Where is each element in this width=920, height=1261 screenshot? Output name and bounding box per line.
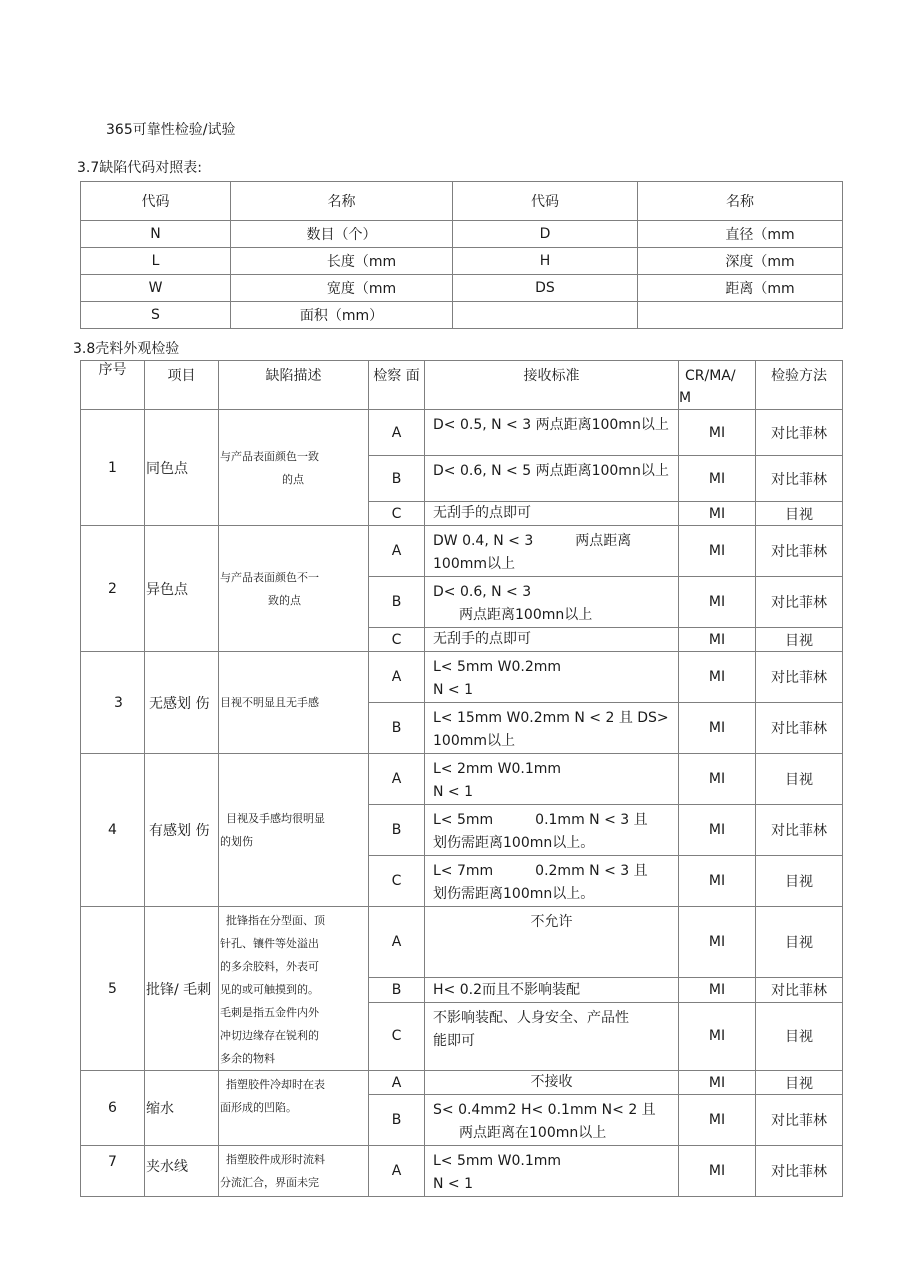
defect-level-cell: MI <box>679 754 756 805</box>
inspect-method-cell: 对比菲林 <box>756 805 843 856</box>
seq-no-cell: 6 <box>81 1071 145 1146</box>
inspect-method-cell: 对比菲林 <box>756 410 843 456</box>
name-cell: 长度（mm <box>231 248 453 275</box>
inspection-body <box>81 410 843 1197</box>
defect-desc-line: 指塑胶件成形时流料 <box>226 1153 325 1166</box>
defect-level-cell: MI <box>679 978 756 1003</box>
defect-desc-cell <box>219 1071 369 1146</box>
accept-standard-cell <box>425 410 679 456</box>
defect-desc-line: 的多余胶料，外表可 <box>220 960 319 973</box>
defect-desc-line: 针孔、镶件等处溢出 <box>220 937 319 950</box>
table-row <box>81 526 843 577</box>
defect-desc-cell <box>219 754 369 907</box>
table-row <box>81 754 843 805</box>
inspect-method-cell: 对比菲林 <box>756 978 843 1003</box>
accept-standard-line: L< 5mm W0.2mm <box>433 659 561 675</box>
seq-no-cell: 5 <box>81 907 145 1071</box>
accept-standard-cell <box>425 978 679 1003</box>
header-method: 检验方法 <box>756 361 843 410</box>
defect-desc-line: 见的或可触摸到的。 <box>220 983 319 996</box>
header-face: 检察 面 <box>369 361 425 410</box>
inspect-face-cell: C <box>369 502 425 526</box>
code-cell: W <box>81 275 231 302</box>
table-row <box>81 907 843 978</box>
inspect-method-cell: 对比菲林 <box>756 1095 843 1146</box>
code-cell: N <box>81 221 231 248</box>
table-row <box>81 275 843 302</box>
accept-standard-cell <box>425 628 679 652</box>
header-name-1: 名称 <box>231 182 453 221</box>
inspect-method-cell: 对比菲林 <box>756 703 843 754</box>
inspect-method-cell: 对比菲林 <box>756 526 843 577</box>
section-title-3-7: 3.7缺陷代码对照表: <box>77 160 202 176</box>
accept-standard-line: D< 0.6, N < 5 两点距离100mn以上 <box>433 463 669 479</box>
table-row <box>81 1071 843 1095</box>
defect-desc-line: 批锋指在分型面、顶 <box>226 914 325 927</box>
accept-standard-cell <box>425 1146 679 1197</box>
header-item: 项目 <box>145 361 219 410</box>
inspect-face-cell: C <box>369 856 425 907</box>
inspect-face-cell: C <box>369 1002 425 1070</box>
accept-standard-cell <box>425 502 679 526</box>
inspect-face-cell: A <box>369 907 425 978</box>
inspect-face-cell: A <box>369 652 425 703</box>
defect-desc-cell <box>219 652 369 754</box>
accept-standard-line: N < 1 <box>433 784 474 800</box>
inspect-method-cell: 对比菲林 <box>756 577 843 628</box>
seq-no-cell: 1 <box>81 410 145 526</box>
inspect-face-cell: C <box>369 628 425 652</box>
inspect-face-cell: B <box>369 978 425 1003</box>
name-cell: 宽度（mm <box>231 275 453 302</box>
header-desc: 缺陷描述 <box>219 361 369 410</box>
code-cell <box>453 302 638 329</box>
name-cell: 距离（mm <box>638 275 843 302</box>
item-name-cell: 批锋/ 毛刺 <box>145 907 219 1071</box>
section-title-365: 365可靠性检验/试验 <box>106 122 236 138</box>
header-level-line1: CR/MA/ <box>685 368 736 384</box>
defect-level-cell: MI <box>679 577 756 628</box>
code-cell: H <box>453 248 638 275</box>
accept-standard-line: L< 2mm W0.1mm <box>433 761 561 777</box>
seq-no-cell: 7 <box>81 1146 145 1197</box>
name-cell: 面积（mm） <box>231 302 453 329</box>
appearance-inspection-table <box>80 360 843 1197</box>
accept-standard-line: N < 1 <box>433 1176 474 1192</box>
table-row <box>81 410 843 456</box>
accept-standard-line: N < 1 <box>433 682 474 698</box>
accept-standard-line: 不允许 <box>530 914 573 930</box>
accept-standard-cell <box>425 856 679 907</box>
code-cell: D <box>453 221 638 248</box>
accept-standard-line: L< 7mm 0.2mm N < 3 且 <box>433 863 648 879</box>
name-cell <box>638 302 843 329</box>
defect-level-cell: MI <box>679 628 756 652</box>
inspect-face-cell: B <box>369 1095 425 1146</box>
accept-standard-cell <box>425 577 679 628</box>
code-cell: S <box>81 302 231 329</box>
accept-standard-line: L< 5mm W0.1mm <box>433 1153 561 1169</box>
defect-level-cell: MI <box>679 907 756 978</box>
accept-standard-line: 100mm以上 <box>433 556 515 572</box>
accept-standard-line: L< 15mm W0.2mm N < 2 且 DS> <box>433 710 669 726</box>
defect-desc-line: 多余的物料 <box>220 1052 275 1065</box>
defect-desc-line: 指塑胶件冷却时在表 <box>226 1078 325 1091</box>
inspect-face-cell: B <box>369 577 425 628</box>
accept-standard-cell <box>425 652 679 703</box>
accept-standard-cell <box>425 1002 679 1070</box>
accept-standard-cell <box>425 1071 679 1095</box>
accept-standard-line: 划伤需距离100mn以上。 <box>433 835 595 851</box>
inspect-method-cell: 目视 <box>756 1071 843 1095</box>
defect-desc-line: 目视及手感均很明显 <box>226 812 325 825</box>
item-name-cell: 同色点 <box>145 410 219 526</box>
accept-standard-line: 两点距离在100mn以上 <box>459 1125 607 1141</box>
inspect-method-cell: 目视 <box>756 628 843 652</box>
accept-standard-cell <box>425 526 679 577</box>
defect-level-cell: MI <box>679 1071 756 1095</box>
defect-level-cell: MI <box>679 526 756 577</box>
accept-standard-line: S< 0.4mm2 H< 0.1mm N< 2 且 <box>433 1102 656 1118</box>
accept-standard-line: 无刮手的点即可 <box>433 631 531 647</box>
defect-desc-cell <box>219 1146 369 1197</box>
inspect-face-cell: B <box>369 703 425 754</box>
seq-no-cell: 2 <box>81 526 145 652</box>
item-name-cell: 无感划 伤 <box>145 652 219 754</box>
defect-desc-line: 冲切边缘存在锐利的 <box>220 1029 319 1042</box>
defect-level-cell: MI <box>679 703 756 754</box>
item-name-cell: 有感划 伤 <box>145 754 219 907</box>
inspect-method-cell: 目视 <box>756 907 843 978</box>
defect-level-cell: MI <box>679 456 756 502</box>
code-cell: L <box>81 248 231 275</box>
inspect-face-cell: A <box>369 410 425 456</box>
defect-level-cell: MI <box>679 1095 756 1146</box>
header-level-line2: M <box>679 390 692 406</box>
defect-desc-line: 目视不明显且无手感 <box>220 696 319 709</box>
accept-standard-line: H< 0.2而且不影响装配 <box>433 981 580 998</box>
header-no <box>81 361 145 410</box>
accept-standard-cell <box>425 1095 679 1146</box>
accept-standard-line: 无刮手的点即可 <box>433 505 531 521</box>
item-name-cell: 夹水线 <box>145 1146 219 1197</box>
inspect-method-cell: 对比菲林 <box>756 1146 843 1197</box>
inspect-method-cell: 对比菲林 <box>756 456 843 502</box>
defect-desc-line: 致的点 <box>268 593 301 607</box>
inspect-method-cell: 目视 <box>756 856 843 907</box>
seq-no-cell: 3 <box>81 652 145 754</box>
inspect-face-cell: B <box>369 805 425 856</box>
item-name-cell: 缩水 <box>145 1071 219 1146</box>
inspect-method-cell: 目视 <box>756 754 843 805</box>
seq-no-cell: 4 <box>81 754 145 907</box>
name-cell: 直径（mm <box>638 221 843 248</box>
accept-standard-cell <box>425 754 679 805</box>
table-row <box>81 652 843 703</box>
defect-level-cell: MI <box>679 502 756 526</box>
accept-standard-line: D< 0.5, N < 3 两点距离100mn以上 <box>433 417 669 433</box>
table-row <box>81 248 843 275</box>
accept-standard-line: 能即可 <box>433 1032 475 1049</box>
defect-desc-cell <box>219 410 369 526</box>
header-code-2: 代码 <box>453 182 638 221</box>
accept-standard-cell <box>425 805 679 856</box>
header-standard: 接收标准 <box>425 361 679 410</box>
defect-desc-cell <box>219 907 369 1071</box>
defect-level-cell: MI <box>679 805 756 856</box>
accept-standard-line: D< 0.6, N < 3 <box>433 584 532 600</box>
table-row <box>81 302 843 329</box>
code-cell: DS <box>453 275 638 302</box>
header-name-2: 名称 <box>638 182 843 221</box>
inspect-method-cell: 对比菲林 <box>756 652 843 703</box>
name-cell: 数目（个） <box>231 221 453 248</box>
accept-standard-cell <box>425 703 679 754</box>
inspect-face-cell: A <box>369 1146 425 1197</box>
accept-standard-line: DW 0.4, N < 3 两点距离 <box>433 533 632 549</box>
accept-standard-line: 不接收 <box>530 1074 573 1090</box>
accept-standard-line: 100mm以上 <box>433 733 515 749</box>
table-row <box>81 221 843 248</box>
defect-desc-line: 分流汇合，界面未完 <box>220 1176 319 1189</box>
defect-desc-line: 与产品表面颜色不一 <box>220 570 319 584</box>
code-table-header <box>81 182 843 221</box>
name-cell: 深度（mm <box>638 248 843 275</box>
header-code-1: 代码 <box>81 182 231 221</box>
defect-desc-line: 的划伤 <box>220 835 253 848</box>
accept-standard-line: 划伤需距离100mn以上。 <box>433 886 595 902</box>
item-name-cell: 异色点 <box>145 526 219 652</box>
inspect-method-cell: 目视 <box>756 1002 843 1070</box>
defect-desc-line: 面形成的凹陷。 <box>220 1101 297 1114</box>
inspect-method-cell: 目视 <box>756 502 843 526</box>
defect-level-cell: MI <box>679 856 756 907</box>
table-row <box>81 1146 843 1197</box>
accept-standard-line: 两点距离100mn以上 <box>459 607 593 623</box>
defect-level-cell: MI <box>679 1146 756 1197</box>
accept-standard-cell <box>425 456 679 502</box>
inspection-header <box>81 361 843 410</box>
defect-level-cell: MI <box>679 410 756 456</box>
header-level <box>679 361 756 410</box>
defect-desc-line: 毛刺是指五金件内外 <box>220 1006 319 1019</box>
defect-level-cell: MI <box>679 1002 756 1070</box>
defect-level-cell: MI <box>679 652 756 703</box>
accept-standard-cell <box>425 907 679 978</box>
section-title-3-8: 3.8壳料外观检验 <box>73 341 180 357</box>
inspect-face-cell: B <box>369 456 425 502</box>
defect-desc-line: 的点 <box>282 472 304 486</box>
inspect-face-cell: A <box>369 526 425 577</box>
defect-desc-cell <box>219 526 369 652</box>
inspect-face-cell: A <box>369 1071 425 1095</box>
accept-standard-line: 不影响装配、人身安全、产品性 <box>433 1009 629 1026</box>
inspect-face-cell: A <box>369 754 425 805</box>
accept-standard-line: L< 5mm 0.1mm N < 3 且 <box>433 812 648 828</box>
header-no-label: 序号 <box>98 362 127 378</box>
defect-code-table <box>80 181 843 329</box>
defect-desc-line: 与产品表面颜色一致 <box>220 449 319 463</box>
